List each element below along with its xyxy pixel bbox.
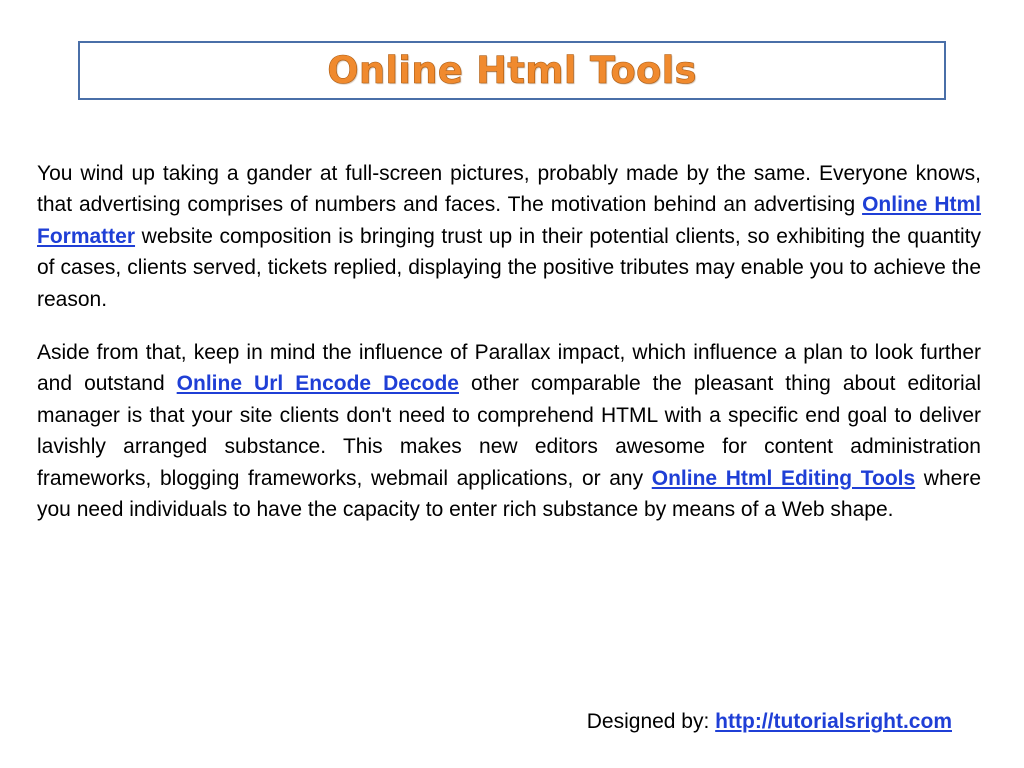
title-box	[78, 41, 946, 100]
online-html-editing-tools-link[interactable]: Online Html Editing Tools	[651, 466, 916, 490]
paragraph-2	[37, 337, 981, 525]
paragraph-1	[37, 158, 981, 315]
paragraph-2-text-part3: where you need individuals to have the capacity to enter rich substance by means of a Web shape.	[37, 466, 982, 522]
online-html-formatter-link[interactable]: Online Html Formatter	[37, 193, 982, 248]
paragraph-1-text-before: You wind up taking a gander at full-screen pictures, probably made by the same. Everyone knows, that advertising comprises of numbers and faces. The motivation behind an advertising	[37, 162, 981, 217]
content-body	[37, 158, 981, 547]
footer-label: Designed by:	[586, 710, 716, 733]
paragraph-2-text-part1: Aside from that, keep in mind the influence of Parallax impact, which influence a plan to look further and outstand	[37, 341, 981, 396]
paragraph-2-text-part2: other comparable the pleasant thing about editorial manager is that your site clients don't need to comprehend HTML with a specific end goal to deliver lavishly arranged substance. This makes new editors awesome for content administration frameworks, blogging frameworks, webmail applications, or any	[37, 372, 981, 490]
tutorialsright-link[interactable]: http://tutorialsright.com	[715, 710, 952, 733]
footer-credit	[587, 707, 952, 737]
online-url-encode-decode-link[interactable]: Online Url Encode Decode	[176, 372, 459, 396]
paragraph-1-text-after: website composition is bringing trust up in their potential clients, so exhibiting the quantity of cases, clients served, tickets replied, displaying the positive tributes may enable you to achieve the reason.	[37, 224, 981, 311]
page-title: Online Html Tools	[327, 49, 697, 92]
